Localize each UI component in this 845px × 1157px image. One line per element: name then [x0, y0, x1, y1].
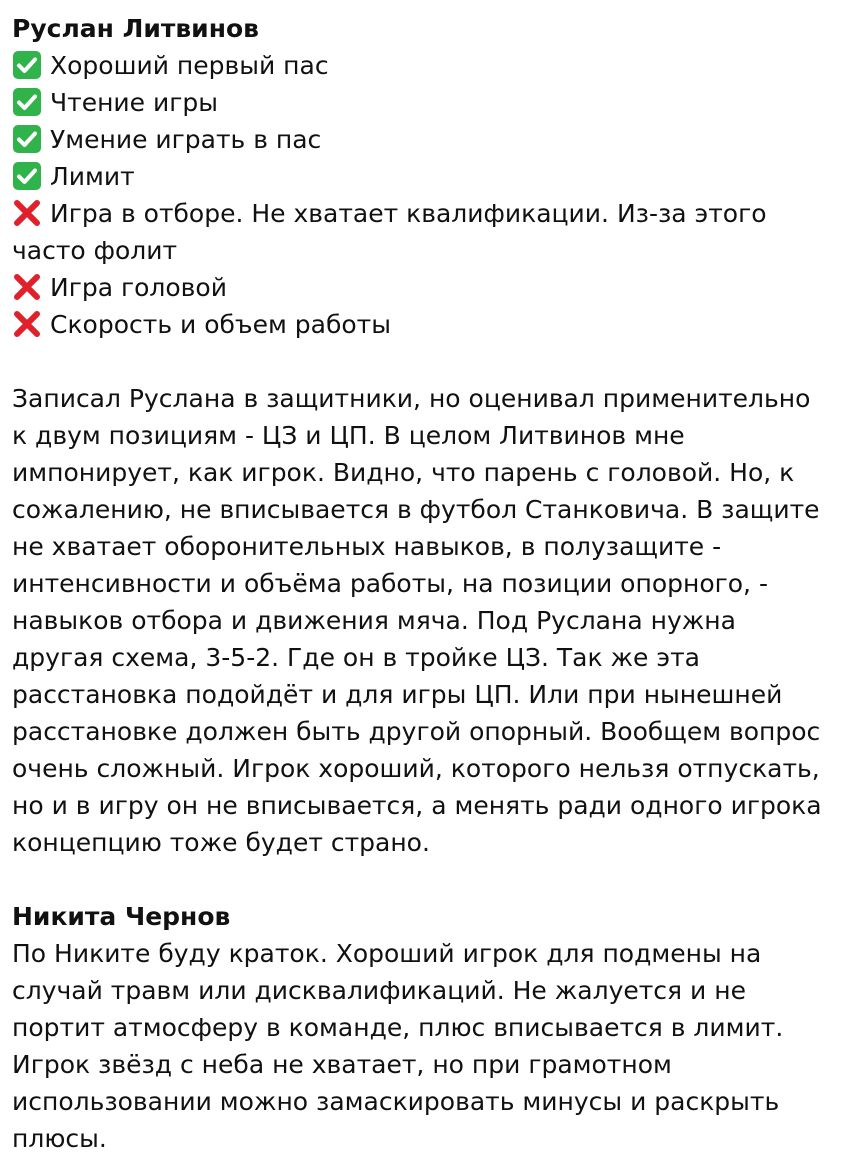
traits-list: [12, 47, 831, 343]
paragraph-gap: [12, 343, 831, 380]
trait-item: [12, 47, 831, 84]
paragraph-gap: [12, 861, 831, 898]
trait-text: Хороший первый пас: [50, 51, 329, 80]
trait-text: Чтение игры: [50, 88, 218, 117]
trait-text: Лимит: [50, 162, 135, 191]
trait-item: [12, 84, 831, 121]
trait-text: Игра в отборе. Не хватает квалификации. Из-за этого часто фолит: [12, 199, 767, 265]
trait-text: Умение играть в пас: [50, 125, 322, 154]
check-mark-icon: [12, 161, 42, 191]
player-review-chernov: По Никите буду краток. Хороший игрок для подмены на случай травм или дисквалификаций. Не жалуется и не портит атмосферу в команде, плюс вписывается в лимит. Игрок звёзд с неба не хватает, но при грамотном использовании можно замаскировать минусы и раскрыть плюсы.: [12, 939, 784, 1153]
trait-text: Скорость и объем работы: [50, 310, 391, 339]
check-mark-icon: [12, 50, 42, 80]
trait-item: [12, 121, 831, 158]
player-review-litvinov: Записал Руслана в защитники, но оценивал применительно к двум позициям - ЦЗ и ЦП. В целом Литвинов мне импонирует, как игрок. Видно, что парень с головой. Но, к сожалению, не вписывается в футбол Станковича. В защите не хватает оборонительных навыков, в полузащите - интенсивности и объёма работы, на позиции опорного, - навыков отбора и движения мяча. Под Руслана нужна другая схема, 3-5-2. Где он в тройке ЦЗ. Так же эта расстановка подойдёт и для игры ЦП. Или при нынешней расстановке должен быть другой опорный. Вообщем вопрос очень сложный. Игрок хороший, которого нельзя отпускать, но и в игру он не вписывается, а менять ради одного игрока концепцию тоже будет страно.: [12, 384, 822, 857]
trait-item: [12, 269, 831, 306]
check-mark-icon: [12, 87, 42, 117]
cross-mark-icon: [12, 272, 42, 302]
player-name-chernov: Никита Чернов: [12, 902, 231, 931]
cross-mark-icon: [12, 198, 42, 228]
trait-item: [12, 158, 831, 195]
player-name-litvinov: Руслан Литвинов: [12, 14, 259, 43]
trait-item: [12, 306, 831, 343]
trait-item: [12, 195, 831, 269]
check-mark-icon: [12, 124, 42, 154]
cross-mark-icon: [12, 309, 42, 339]
trait-text: Игра головой: [50, 273, 227, 302]
